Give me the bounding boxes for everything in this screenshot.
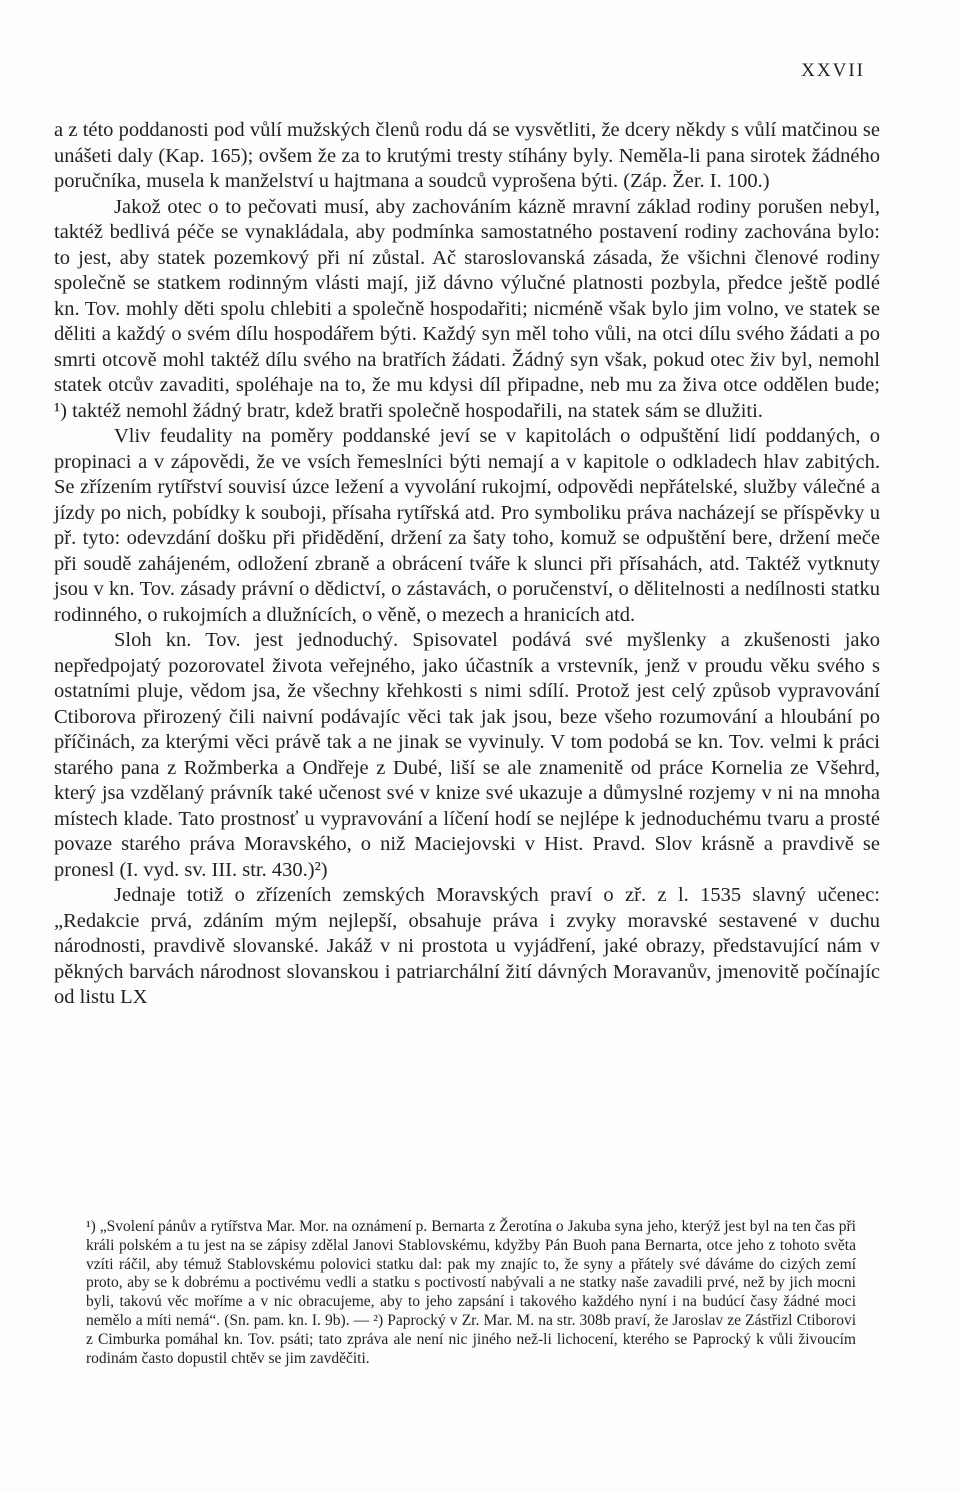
paragraph: Jednaje totiž o zřízeních zemských Moravských praví o zř. z l. 1535 slavný učenec: „Redakcie prvá, zdáním mým nejlepší, obsahuje práva i zvyky moravské sestavené v duchu národnosti, pravdivě slovanské. Jakáž v ni prostota u vyjádření, jaké obrazy, představující nám v pěkných barvách národnost slovanskou i patriarchální žití dávných Moravanův, jmenovitě počínajíc od listu LX: [54, 884, 880, 1008]
paragraph: Jakož otec o to pečovati musí, aby zachováním kázně mravní základ rodiny porušen nebyl, taktéž bedlivá péče se vynakládala, aby podmínka samostatného postavení rodiny zachována bylo: to jest, aby statek pozemkový při ní zůstal. Ač staroslovanská zásada, že všichni členové rodiny společně se statkem rodinným vlásti mají, již dávno výlučné platnosti pozbyla, předce ještě podlé kn. Tov. mohly děti spolu chlebiti a společně hospodařiti; nicméně však bylo jim volno, ve statek se děliti a každý o svém dílu hospodářem býti. Každý syn měl toho vůli, na otci dílu svého žádati a po smrti otcově mohl taktéž dílu svého na bratřích žádati. Žádný syn však, pokud otec živ byl, nemohl statek otcův zavaditi, spoléhaje na to, že mu kdysi díl připadne, neb mu za živa otce oddělen bude; ¹) taktéž nemohl žádný bratr, kdež bratři společně hospodařili, na statek sám se dlužiti.: [54, 195, 880, 422]
footnotes: [86, 1218, 856, 1368]
page-number: XXVII: [801, 60, 865, 81]
paragraph: Vliv feudality na poměry poddanské jeví se v kapitolách o odpuštění lidí poddaných, o propinaci a v zápovědi, že ve vsích řemeslníci býti nemají a v kapitole o odkladech hlav zabitých. Se zřízením rytířství souvisí úzce ležení a vyvolání rukojmí, odpovědi nepřátelské, služby válečné a jízdy po nich, pobídky k souboji, přísaha rytířská atd. Pro symboliku práva nacházejí se příspěvky u př. tyto: odevzdání došku při přidědění, držení za šaty toho, komuž se odpuštění bere, držení meče při soudě zahájeném, odložení zbraně a obrácení tváře k slunci při přísahách, atd. Taktéž vytknuty jsou v kn. Tov. zásady právní o dědictví, o zástavách, o poručenství, o dělitelnosti a nedílnosti statku rodinného, o rukojmích a dlužnících, o věně, o mezech a hranicích atd.: [54, 425, 880, 626]
main-text: [54, 118, 880, 1011]
paragraph: a z této poddanosti pod vůlí mužských členů rodu dá se vysvětliti, že dcery někdy s vůlí matčinou se unášeti daly (Kap. 165); ovšem že za to krutými tresty stíhány byly. Neměla-li pana sirotek žádného poručníka, musela k manželství u hajtmana a soudců vyprošena býti. (Záp. Žer. I. 100.): [54, 119, 880, 192]
footnote: ¹) „Svolení pánův a rytířstva Mar. Mor. na oznámení p. Bernarta z Žerotína o Jakuba syna jeho, kterýž jest byl na ten čas při králi polském a tu jest na se zápisy zdělal Janovi Stablovskému, kdyžby Pán Buoh pana Bernarta, otce jeho z tohoto světa vzíti ráčil, aby témuž Stablovskému polovici statku dal: pak my znajíc to, že syny a přátely své dáváme do cizých zemí proto, aby se k dobrému a poctivému vedli a statku s poctivostí nabývali a ne statky naše zavadili prvé, než by jich mocni byli, takovú věc moříme a v nic obracujeme, aby to jeho zapsání i takového každého nyní i na budúcí časy žádné moci nemělo a míti nemá“. (Sn. pam. kn. I. 9b). — ²) Paprocký v Zr. Mar. M. na str. 308b praví, že Jaroslav ze Zástřizl Ctiborovi z Cimburka pomáhal kn. Tov. psáti; tato zpráva ale není nic jiného než-li lichocení, kterého se Paprocký k vůli živoucím rodinám často dopustil chtěv se jim zavděčiti.: [86, 1218, 856, 1367]
paragraph: Sloh kn. Tov. jest jednoduchý. Spisovatel podává své myšlenky a zkušenosti jako nepředpojatý pozorovatel života veřejného, jako účastník a vrstevník, jenž v proudu věku svého s ostatními pluje, vědom jsa, že všechny křehkosti s nimi sdílí. Protož jest celý způsob vypravování Ctiborova přirozený čili naivní podávajíc věci tak jak jsou, beze všeho rozumování a hloubání po příčinách, za kterými věci právě tak a ne jinak se vyvinuly. V tom podobá se kn. Tov. velmi k práci starého pana z Rožmberka a Ondřeje z Dubé, liší se ale znamenitě od práce Kornelia ze Všehrd, který jsa vzdělaný právník také učenost své v knize své ukazuje a důmyslné rozjemy v ni na mnoha místech klade. Tato prostnosť u vypravování a líčení hodí se nejlépe k jednoduchému tvaru a prosté povaze starého práva Moravského, o niž Maciejovski v Hist. Pravd. Slov krásně a pravdivě se pronesl (I. vyd. sv. III. str. 430.)²): [54, 629, 880, 881]
